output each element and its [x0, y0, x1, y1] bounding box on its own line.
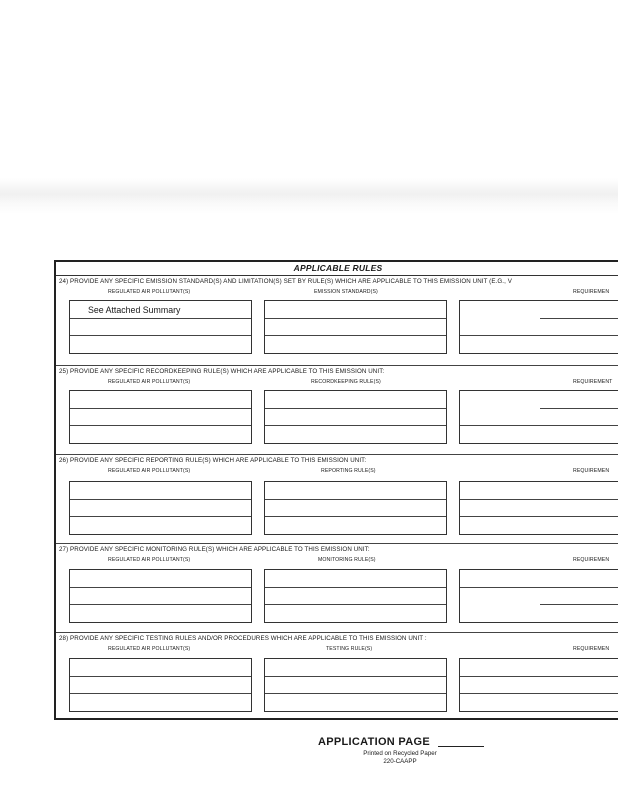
col-head-requirement: REQUIREMENT — [573, 379, 613, 385]
col-head-testing: TESTING RULE(S) — [326, 646, 373, 652]
col-head-recordkeeping: RECORDKEEPING RULE(S) — [311, 379, 381, 385]
standard-field[interactable] — [264, 300, 447, 354]
col-head-pollutant: REGULATED AIR POLLUTANT(S) — [108, 557, 191, 563]
pollutant-entry: See Attached Summary — [88, 305, 181, 315]
application-page-title: APPLICATION PAGE — [318, 736, 430, 748]
testing-field[interactable] — [264, 658, 447, 712]
question-26: 26) PROVIDE ANY SPECIFIC REPORTING RULE(S) WHICH ARE APPLICABLE TO THIS EMISSION UNIT: — [59, 457, 367, 464]
reporting-field[interactable] — [264, 481, 447, 535]
requirement-field[interactable] — [459, 658, 618, 712]
recycled-paper-note: Printed on Recycled Paper — [363, 750, 437, 757]
question-27: 27) PROVIDE ANY SPECIFIC MONITORING RULE(S) WHICH ARE APPLICABLE TO THIS EMISSION UNIT: — [59, 546, 370, 553]
col-head-pollutant: REGULATED AIR POLLUTANT(S) — [108, 289, 191, 295]
section-28-testing — [56, 632, 618, 719]
col-head-reporting: REPORTING RULE(S) — [321, 468, 376, 474]
col-head-requirement: REQUIREMEN — [573, 557, 610, 563]
section-26-reporting — [56, 454, 618, 544]
form-title: APPLICABLE RULES — [56, 262, 618, 276]
pollutant-field[interactable] — [69, 569, 252, 623]
col-head-monitoring: MONITORING RULE(S) — [318, 557, 376, 563]
recordkeeping-field[interactable] — [264, 390, 447, 444]
pollutant-field[interactable] — [69, 481, 252, 535]
pollutant-field[interactable] — [69, 390, 252, 444]
requirement-field[interactable] — [459, 569, 618, 623]
requirement-field[interactable] — [459, 390, 618, 444]
col-head-requirement: REQUIREMEN — [573, 468, 610, 474]
question-25: 25) PROVIDE ANY SPECIFIC RECORDKEEPING RULE(S) WHICH ARE APPLICABLE TO THIS EMISSION UNIT: — [59, 368, 385, 375]
requirement-field[interactable] — [459, 481, 618, 535]
page-number-line — [438, 746, 484, 747]
col-head-pollutant: REGULATED AIR POLLUTANT(S) — [108, 379, 191, 385]
section-25-recordkeeping — [56, 365, 618, 455]
col-head-requirement: REQUIREMEN — [573, 646, 610, 652]
col-head-standard: EMISSION STANDARD(S) — [314, 289, 378, 295]
scan-smudge — [0, 178, 618, 214]
question-28: 28) PROVIDE ANY SPECIFIC TESTING RULES AND/OR PROCEDURES WHICH ARE APPLICABLE TO THIS EMISSION UNIT : — [59, 635, 427, 642]
pollutant-field[interactable] — [69, 658, 252, 712]
applicable-rules-form — [54, 260, 618, 720]
pollutant-field[interactable] — [69, 300, 252, 354]
requirement-field[interactable] — [459, 300, 618, 354]
col-head-requirement: REQUIREMEN — [573, 289, 610, 295]
question-24: 24) PROVIDE ANY SPECIFIC EMISSION STANDARD(S) AND LIMITATION(S) SET BY RULE(S) WHICH ARE APPLICABLE TO THIS EMISSION UNIT (E.G., V — [59, 278, 512, 285]
col-head-pollutant: REGULATED AIR POLLUTANT(S) — [108, 468, 191, 474]
section-27-monitoring — [56, 543, 618, 633]
col-head-pollutant: REGULATED AIR POLLUTANT(S) — [108, 646, 191, 652]
form-code: 220-CAAPP — [383, 758, 417, 765]
monitoring-field[interactable] — [264, 569, 447, 623]
section-24-emission-standards — [56, 276, 618, 365]
